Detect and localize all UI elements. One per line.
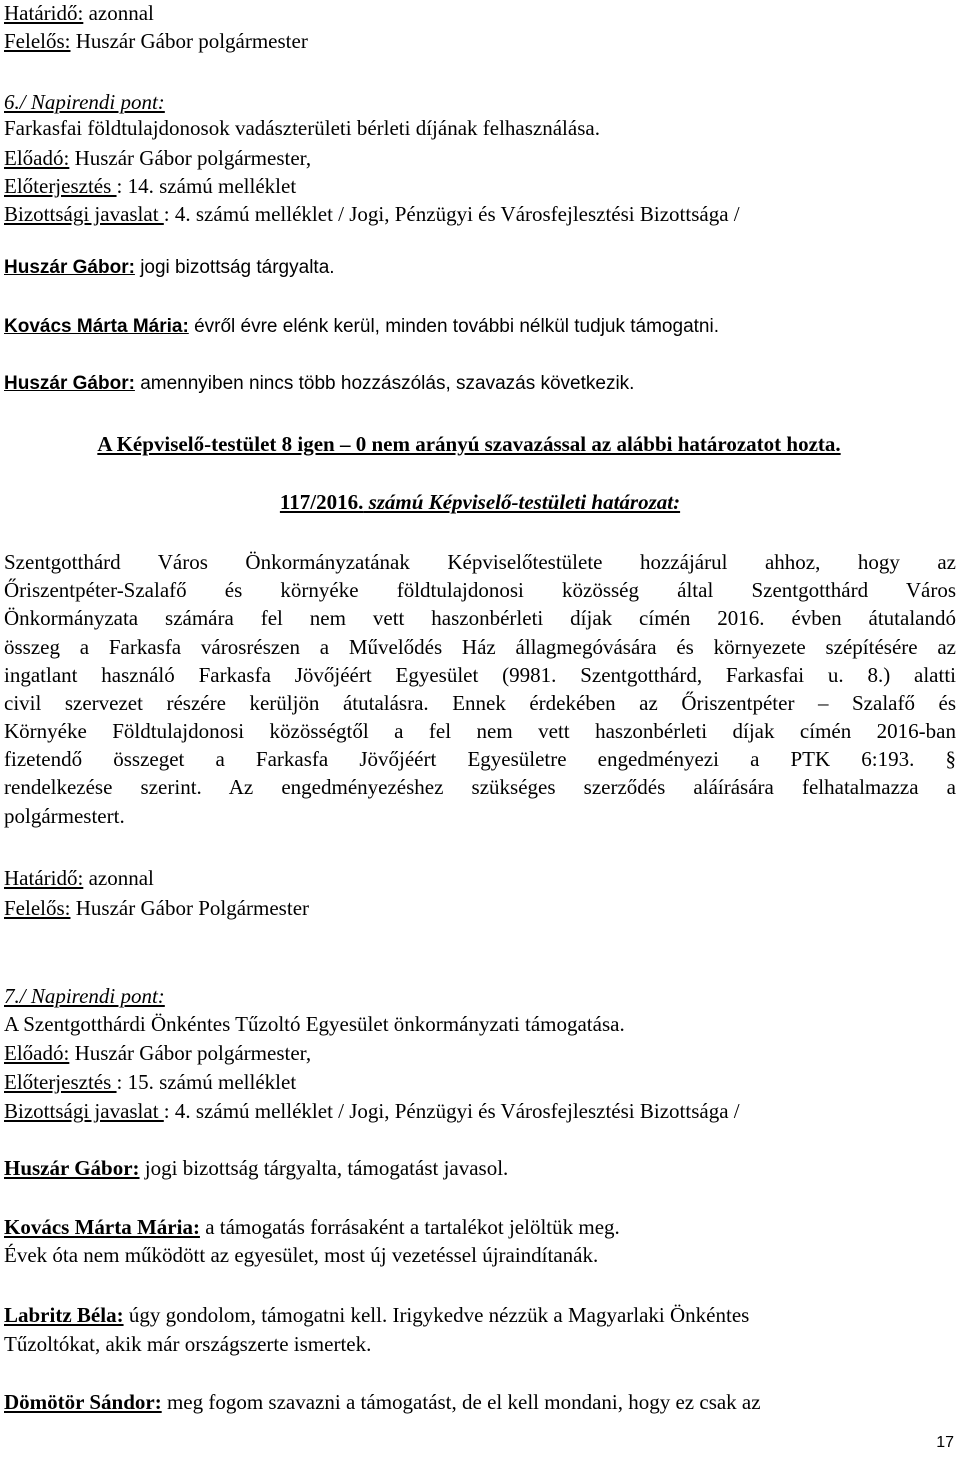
speech-text: meg fogom szavazni a támogatást, de el kell mondani, hogy ez csak az [161, 1390, 761, 1414]
speech-text: a támogatás forrásaként a tartalékot jelöltük meg. [199, 1215, 620, 1239]
committee-line [4, 201, 740, 227]
resolution-text-line: fizetendő összeget a Farkasfa Jövőjéért Egyesületre engedményezi a PTK 6:193. § [4, 747, 956, 771]
resolution-title: számú Képviselő-testületi határozat: [363, 490, 681, 514]
speech-line [4, 1155, 508, 1181]
speaker-name: Huszár Gábor: [4, 257, 135, 278]
committee-label: Bizottsági javaslat [4, 202, 164, 226]
responsible-value: Huszár Gábor Polgármester [70, 896, 310, 920]
responsible-line [4, 895, 309, 921]
committee-line [4, 1098, 740, 1124]
speaker-name: Dömötör Sándor: [4, 1390, 162, 1414]
resolution-text-line: Szentgotthárd Város Önkormányzatának Képviselőtestülete hozzájárul ahhoz, hogy az [4, 550, 956, 574]
speech-text: évről évre elénk kerül, minden további nélkül tudjuk támogatni. [188, 316, 719, 337]
deadline-value: azonnal [83, 866, 154, 890]
deadline-line [4, 0, 154, 26]
proposal-line [4, 173, 296, 199]
deadline-label: Határidő: [4, 866, 84, 890]
presenter-label: Előadó: [4, 1041, 70, 1065]
deadline-label: Határidő: [4, 1, 84, 25]
proposal-value: : 14. számú melléklet [116, 174, 297, 198]
resolution-text-line: civil szervezet részére kerüljön átutalásra. Ennek érdekében az Őriszentpéter – Szalafő és [4, 691, 956, 715]
speech-line [4, 371, 634, 397]
responsible-label: Felelős: [4, 29, 71, 53]
presenter-value: Huszár Gábor polgármester, [69, 1041, 312, 1065]
resolution-text-line: rendelkezése szerint. Az engedményezéshez szükséges szerződés aláírására felhatalmazza a [4, 775, 956, 799]
presenter-line [4, 1040, 311, 1066]
presenter-line [4, 145, 311, 171]
speech-text-continuation: Évek óta nem működött az egyesület, most új vezetéssel újraindítanák. [4, 1243, 599, 1267]
committee-value: : 4. számú melléklet / Jogi, Pénzügyi és Városfejlesztési Bizottsága / [163, 1099, 740, 1123]
presenter-label: Előadó: [4, 146, 70, 170]
deadline-line [4, 865, 154, 891]
speaker-name: Kovács Márta Mária: [4, 316, 189, 337]
speech-line [4, 255, 335, 281]
speech-text: jogi bizottság tárgyalta, támogatást javasol. [139, 1156, 509, 1180]
resolution-text-line: Környéke Földtulajdonosi közösségtől a fel nem vett haszonbérleti díjak címén 2016-ban [4, 719, 956, 743]
proposal-label: Előterjesztés [4, 1070, 117, 1094]
speech-text: amennyiben nincs több hozzászólás, szavazás következik. [134, 373, 635, 394]
resolution-text-line: ingatlant használó Farkasfa Jövőjéért Egyesület (9981. Szentgotthárd, Farkasfai u. 8.) alatti [4, 663, 956, 687]
resolution-text-line: polgármestert. [4, 804, 125, 828]
agenda-item-7-heading: 7./ Napirendi pont: [4, 984, 165, 1008]
speech-line [4, 1389, 761, 1415]
resolution-text-line: Önkormányzata számára fel nem vett haszonbérleti díjak címén 2016. évben átutalandó [4, 606, 956, 630]
agenda-item-7-title: A Szentgotthárdi Önkéntes Tűzoltó Egyesület önkormányzati támogatása. [4, 1012, 625, 1036]
vote-result: A Képviselő-testület 8 igen – 0 nem arányú szavazással az alábbi határozatot hozta. [97, 432, 841, 456]
resolution-number: 117/2016. [279, 490, 364, 514]
proposal-label: Előterjesztés [4, 174, 117, 198]
responsible-value: Huszár Gábor polgármester [70, 29, 308, 53]
speaker-name: Huszár Gábor: [4, 373, 135, 394]
proposal-value: : 15. számú melléklet [116, 1070, 297, 1094]
resolution-text-line: összeg a Farkasfa városrészen a Művelődés Ház állagmegóvására és környezete szépítésére az [4, 635, 956, 659]
speaker-name: Huszár Gábor: [4, 1156, 140, 1180]
committee-value: : 4. számú melléklet / Jogi, Pénzügyi és Városfejlesztési Bizottsága / [163, 202, 740, 226]
agenda-item-6-heading: 6./ Napirendi pont: [4, 90, 165, 114]
speaker-name: Labritz Béla: [4, 1303, 124, 1327]
page-number: 17 [936, 1434, 954, 1451]
speaker-name: Kovács Márta Mária: [4, 1215, 200, 1239]
proposal-line [4, 1069, 296, 1095]
speech-line [4, 314, 719, 340]
speech-text-continuation: Tűzoltókat, akik már országszerte ismertek. [4, 1332, 372, 1356]
speech-line [4, 1302, 749, 1328]
agenda-item-6-title: Farkasfai földtulajdonosok vadászterületi bérleti díjának felhasználása. [4, 116, 600, 140]
resolution-text-line: Őriszentpéter-Szalafő és környéke földtulajdonosi közösség által Szentgotthárd Város [4, 578, 956, 602]
resolution-heading [0, 489, 960, 515]
deadline-value: azonnal [83, 1, 154, 25]
responsible-line [4, 28, 308, 54]
responsible-label: Felelős: [4, 896, 71, 920]
committee-label: Bizottsági javaslat [4, 1099, 164, 1123]
speech-text: jogi bizottság tárgyalta. [134, 257, 335, 278]
speech-line [4, 1214, 620, 1240]
speech-text: úgy gondolom, támogatni kell. Irigykedve nézzük a Magyarlaki Önkéntes [123, 1303, 750, 1327]
presenter-value: Huszár Gábor polgármester, [69, 146, 312, 170]
